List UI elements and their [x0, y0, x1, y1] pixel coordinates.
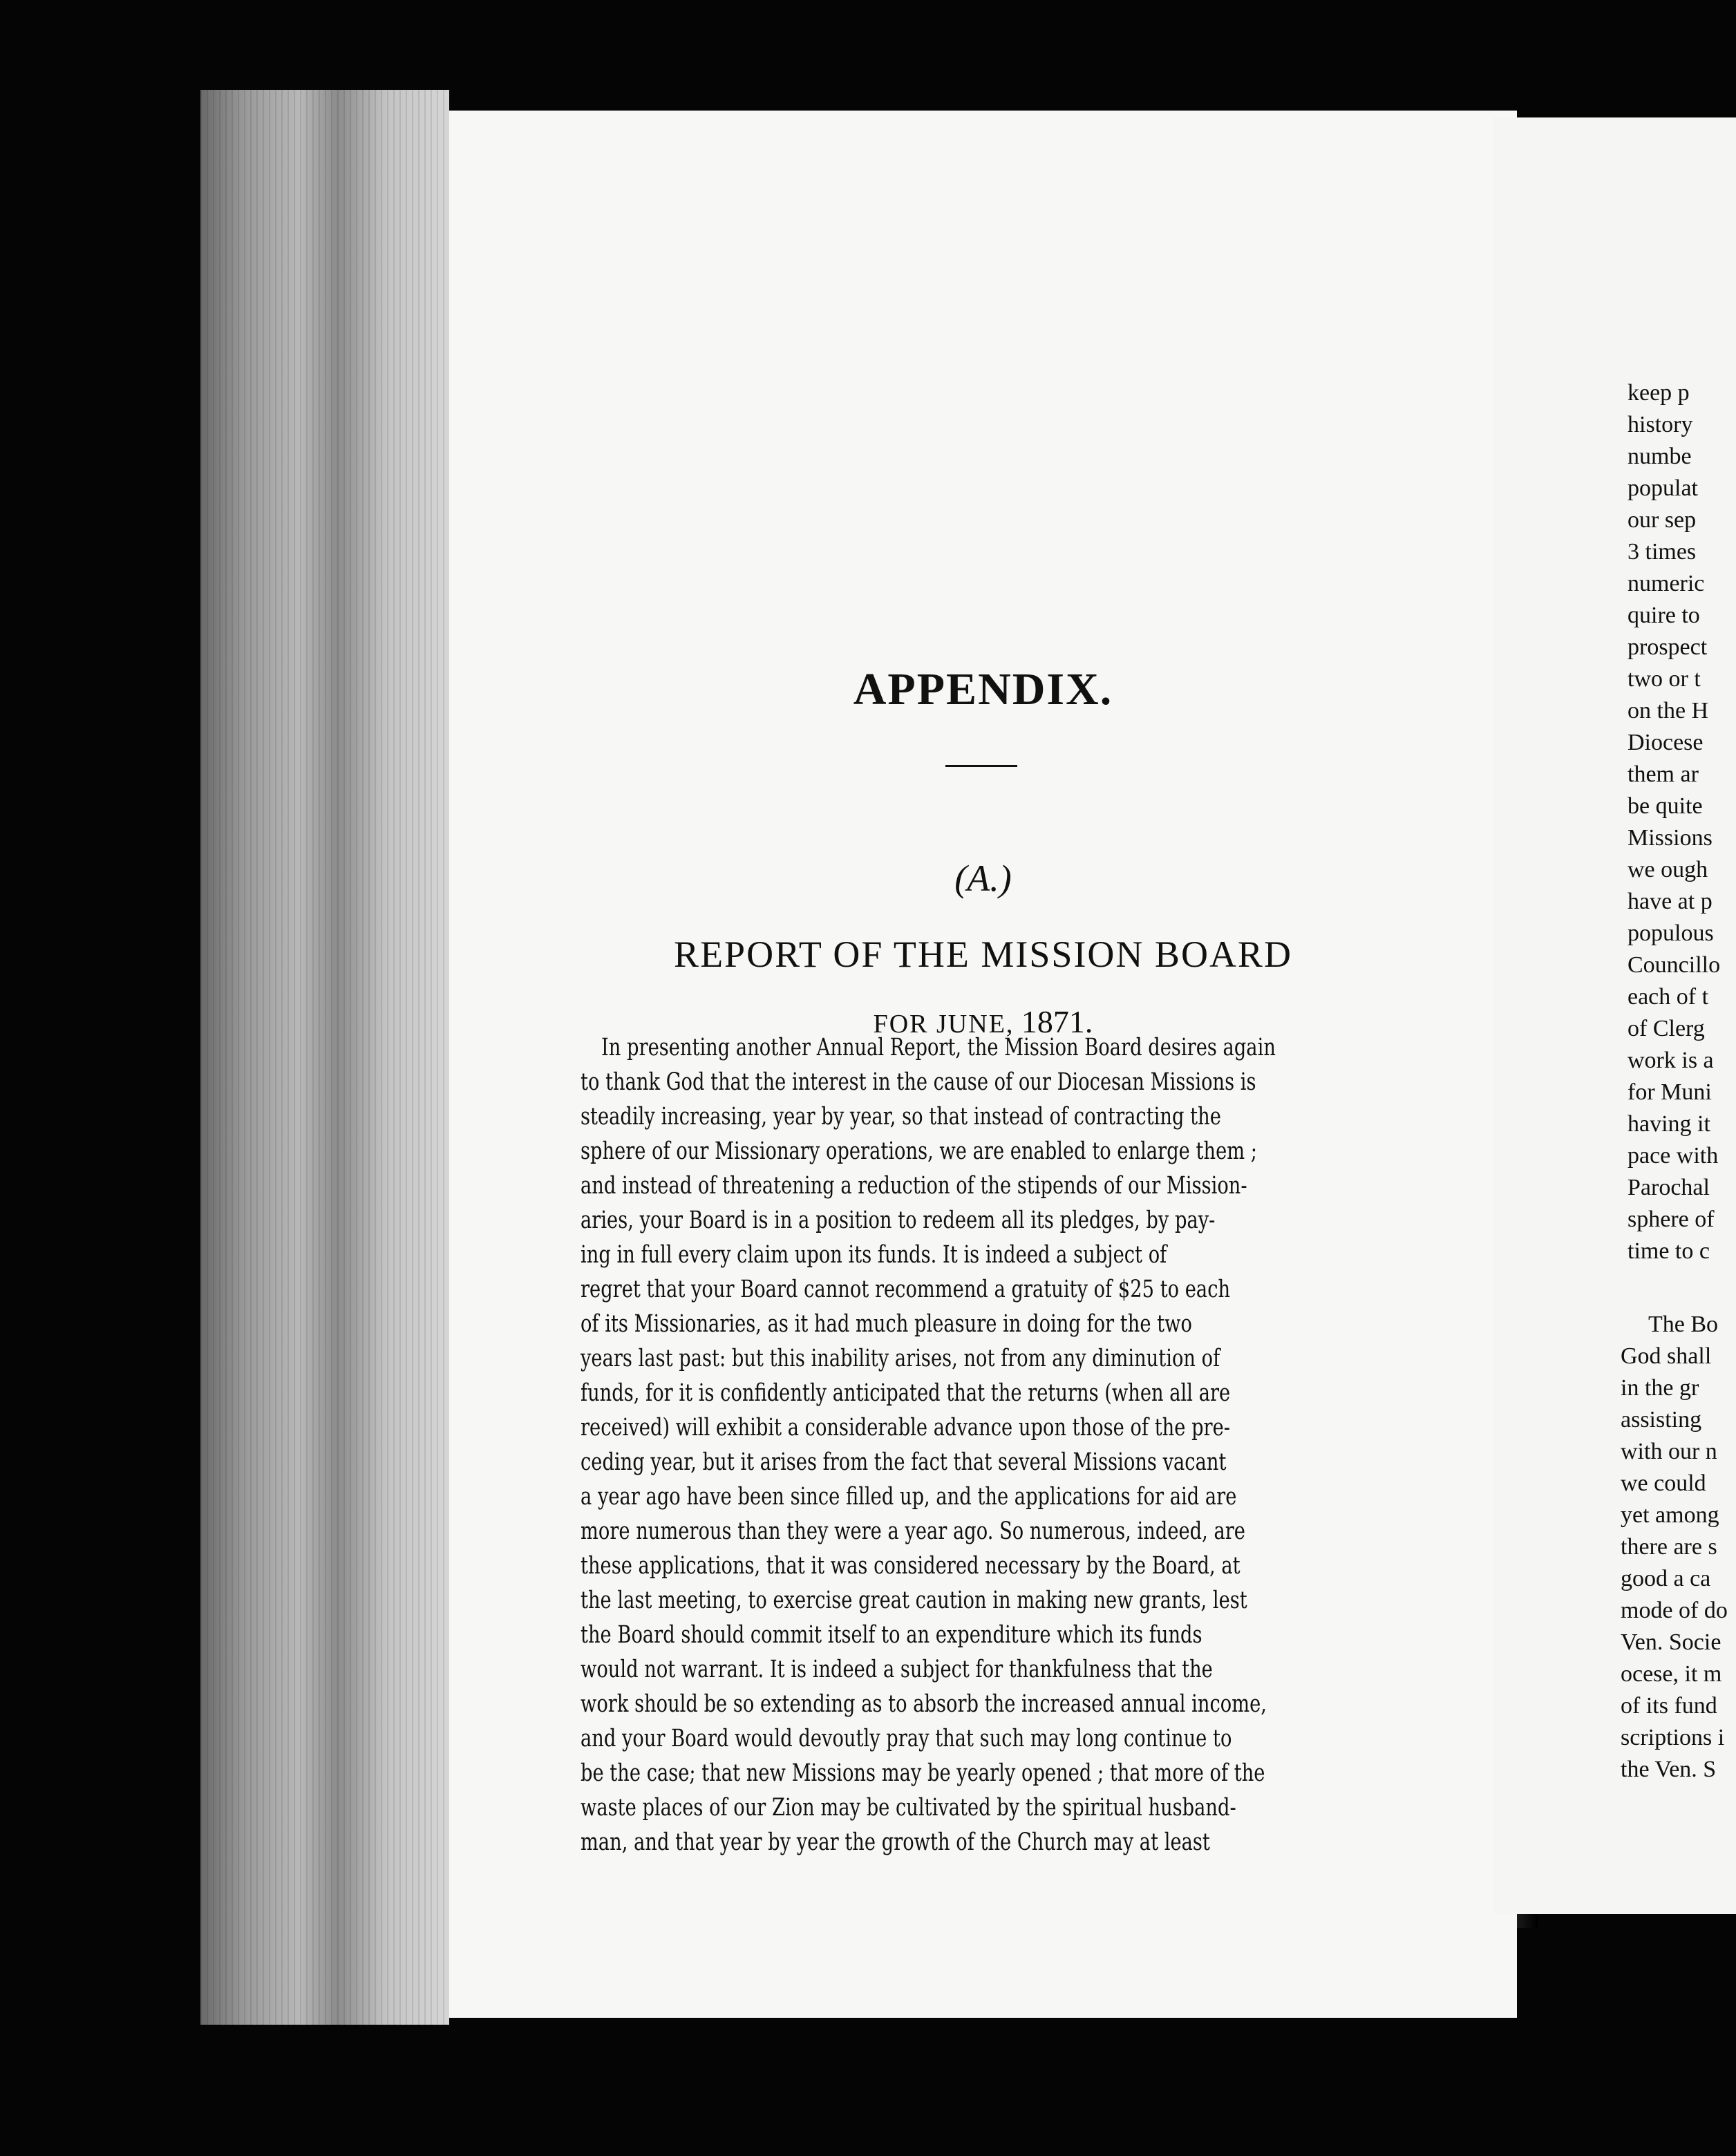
body-line: years last past: but this inability arises, not from any diminution of [581, 1345, 1220, 1372]
body-line: man, and that year by year the growth of the Church may at least [581, 1828, 1210, 1856]
report-date-year: 1871. [1021, 1004, 1093, 1039]
right-page-line: our sep [1628, 507, 1697, 533]
right-page-line: assisting [1621, 1407, 1702, 1432]
body-line: be the case; that new Missions may be yearly opened ; that more of the [581, 1759, 1265, 1787]
body-line: ing in full every claim upon its funds. It is indeed a subject of [581, 1241, 1167, 1269]
body-line: these applications, that it was considered necessary by the Board, at [581, 1552, 1240, 1580]
body-line: the last meeting, to exercise great caution in making new grants, lest [581, 1587, 1247, 1614]
body-line: more numerous than they were a year ago. So numerous, indeed, are [581, 1517, 1245, 1545]
book-page-edges [200, 90, 449, 2025]
right-page-line: mode of do [1621, 1598, 1728, 1623]
right-page-line: time to c [1628, 1238, 1710, 1264]
right-page-line: on the H [1628, 698, 1709, 724]
body-line: the Board should commit itself to an expenditure which its funds [581, 1621, 1202, 1649]
body-line: sphere of our Missionary operations, we are enabled to enlarge them ; [581, 1137, 1257, 1165]
right-page-line: of Clerg [1628, 1016, 1705, 1041]
right-page-line: populous [1628, 920, 1714, 946]
right-page-line: God shall [1621, 1343, 1712, 1369]
right-page-line: pace with [1628, 1143, 1719, 1169]
body-line: would not warrant. It is indeed a subject for thankfulness that the [581, 1656, 1213, 1683]
right-page-line: scriptions i [1621, 1725, 1725, 1750]
report-heading: REPORT OF THE MISSION BOARD [674, 934, 1292, 975]
right-page-line: the Ven. S [1621, 1757, 1717, 1782]
body-line: regret that your Board cannot recommend a gratuity of $25 to each [581, 1276, 1231, 1303]
right-page-line: Diocese [1628, 730, 1704, 755]
body-line: of its Missionaries, as it had much pleasure in doing for the two [581, 1310, 1192, 1338]
appendix-title: APPENDIX. [853, 664, 1113, 715]
right-page-line: numbe [1628, 444, 1692, 469]
left-page [449, 111, 1517, 2018]
body-line: waste places of our Zion may be cultivated by the spiritual husband- [581, 1794, 1236, 1822]
body-line: steadily increasing, year by year, so that instead of contracting the [581, 1103, 1221, 1131]
right-page [1493, 117, 1736, 1914]
right-page-line: 3 times [1628, 539, 1697, 565]
right-page-line: them ar [1628, 762, 1699, 787]
right-page-line: Missions [1628, 825, 1713, 851]
right-page-line: keep p [1628, 380, 1690, 406]
body-line: received) will exhibit a considerable advance upon those of the pre- [581, 1414, 1230, 1441]
right-page-line: populat [1628, 475, 1698, 501]
right-page-line: be quite [1628, 793, 1703, 819]
right-page-line: sphere of [1628, 1207, 1715, 1232]
body-line: In presenting another Annual Report, the Mission Board desires again [601, 1034, 1276, 1061]
right-page-line: having it [1628, 1111, 1710, 1137]
section-label: (A.) [954, 858, 1012, 899]
right-page-line: quire to [1628, 603, 1700, 628]
body-line: aries, your Board is in a position to redeem all its pledges, by pay- [581, 1207, 1216, 1234]
body-line: a year ago have been since filled up, and the applications for aid are [581, 1483, 1237, 1511]
report-date-prefix: FOR JUNE, [873, 1010, 1015, 1039]
right-page-line: good a ca [1621, 1566, 1711, 1591]
body-line: to thank God that the interest in the cause of our Diocesan Missions is [581, 1068, 1256, 1096]
right-page-line: history [1628, 412, 1693, 437]
right-page-line: we could [1621, 1471, 1706, 1496]
body-line: ceding year, but it arises from the fact that several Missions vacant [581, 1448, 1227, 1476]
right-page-line: Parochal [1628, 1175, 1710, 1200]
body-line: and instead of threatening a reduction of the stipends of our Mission- [581, 1172, 1247, 1200]
right-page-line: numeric [1628, 571, 1705, 596]
right-page-line: have at p [1628, 889, 1713, 914]
right-page-line: with our n [1621, 1439, 1717, 1464]
right-page-line: work is a [1628, 1048, 1714, 1073]
right-page-line: there are s [1621, 1534, 1717, 1560]
right-page-line: we ough [1628, 857, 1708, 882]
right-page-line: for Muni [1628, 1079, 1712, 1105]
right-page-line: ocese, it m [1621, 1661, 1722, 1687]
right-page-line: two or t [1628, 666, 1701, 692]
body-line: funds, for it is confidently anticipated that the returns (when all are [581, 1379, 1231, 1407]
right-page-line: yet among [1621, 1502, 1719, 1528]
right-page-line: Ven. Socie [1621, 1629, 1721, 1655]
title-rule [945, 765, 1017, 767]
right-page-line: in the gr [1621, 1375, 1699, 1401]
right-page-line: The Bo [1648, 1312, 1719, 1337]
body-line: and your Board would devoutly pray that such may long continue to [581, 1725, 1232, 1752]
right-page-line: prospect [1628, 634, 1708, 660]
right-page-line: Councillo [1628, 952, 1721, 978]
right-page-line: of its fund [1621, 1693, 1717, 1719]
body-line: work should be so extending as to absorb the increased annual income, [581, 1690, 1267, 1718]
right-page-line: each of t [1628, 984, 1709, 1010]
